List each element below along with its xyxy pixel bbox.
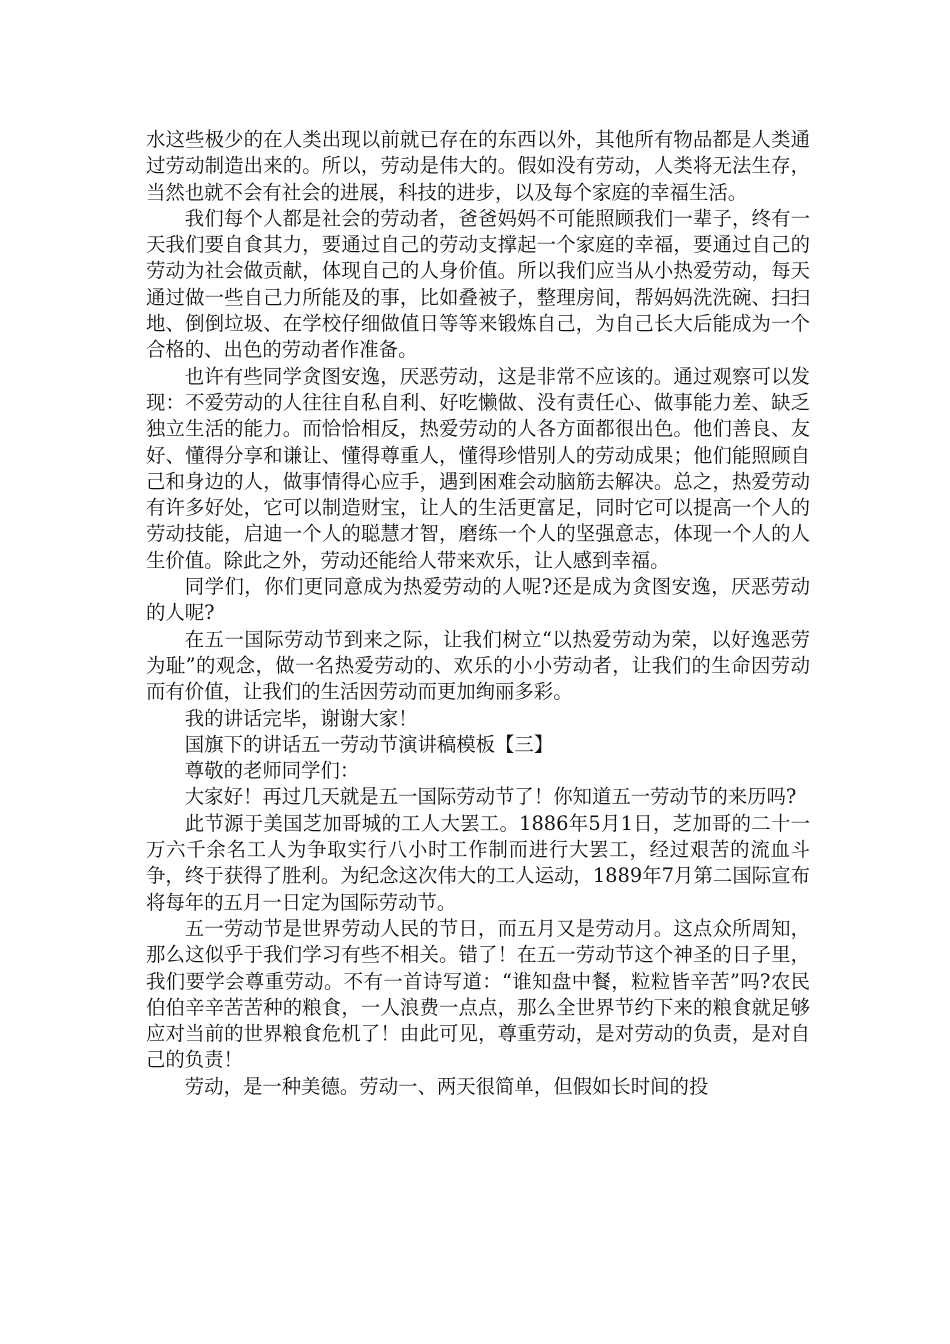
paragraph: 劳动，是一种美德。劳动一、两天很简单，但假如长时间的投	[184, 1074, 709, 1098]
paragraph: 大家好！再过几天就是五一国际劳动节了！你知道五一劳动节的来历吗?	[184, 785, 797, 809]
paragraph: 同学们，你们更同意成为热爱劳动的人呢?还是成为贪图安逸，厌恶劳动的人呢?	[146, 575, 810, 625]
paragraph: 在五一国际劳动节到来之际，让我们树立“以热爱劳动为荣，以好逸恶劳为耻”的观念，做一名热爱劳动的、欢乐的小小劳动者，让我们的生命因劳动而有价值，让我们的生活因劳动而更加绚丽多彩。	[146, 627, 810, 704]
paragraph: 五一劳动节是世界劳动人民的节日，而五月又是劳动月。这点众所周知，那么这似乎于我们学习有些不相关。错了！在五一劳动节这个神圣的日子里，我们要学会尊重劳动。不有一首诗写道：“谁知盘中餐，粒粒皆辛苦”吗?农民伯伯辛辛苦苦种的粮食，一人浪费一点点，那么全世界节约下来的粮食就足够应对当前的世界粮食危机了！由此可见，尊重劳动，是对劳动的负责，是对自己的负责！	[146, 916, 810, 1072]
paragraph: 也许有些同学贪图安逸，厌恶劳动，这是非常不应该的。通过观察可以发现：不爱劳动的人往往自私自利、好吃懒做、没有责任心、做事能力差、缺乏独立生活的能力。而恰恰相反，热爱劳动的人各方面都很出色。他们善良、友好、懂得分享和谦让、懂得尊重人，懂得珍惜别人的劳动成果；他们能照顾自己和身边的人，做事情得心应手，遇到困难会动脑筋去解决。总之，热爱劳动有许多好处，它可以制造财宝，让人的生活更富足，同时它可以提高一个人的劳动技能，启迪一个人的聪慧才智，磨练一个人的坚强意志，体现一个人的人生价值。除此之外，劳动还能给人带来欢乐，让人感到幸福。	[146, 364, 810, 572]
paragraph: 水这些极少的在人类出现以前就已存在的东西以外，其他所有物品都是人类通过劳动制造出来的。所以，劳动是伟大的。假如没有劳动，人类将无法生存，当然也就不会有社会的进展，科技的进步，以及每个家庭的幸福生活。	[146, 128, 810, 204]
paragraph: 我的讲话完毕，谢谢大家！	[184, 706, 418, 730]
salutation: 尊敬的老师同学们：	[184, 759, 360, 783]
section-heading: 国旗下的讲话五一劳动节演讲稿模板【三】	[184, 732, 554, 756]
body-text	[146, 127, 810, 1100]
paragraph: 此节源于美国芝加哥城的工人大罢工。1886年5月1日，芝加哥的二十一万六千余名工人为争取实行八小时工作制而进行大罢工，经过艰苦的流血斗争，终于获得了胜利。为纪念这次伟大的工人运动，1889年7月第二国际宣布将每年的五月一日定为国际劳动节。	[146, 811, 810, 914]
paragraph: 我们每个人都是社会的劳动者，爸爸妈妈不可能照顾我们一辈子，终有一天我们要自食其力，要通过自己的劳动支撑起一个家庭的幸福，要通过自己的劳动为社会做贡献，体现自己的人身价值。所以我们应当从小热爱劳动，每天通过做一些自己力所能及的事，比如叠被子，整理房间，帮妈妈洗洗碗、扫扫地、倒倒垃圾、在学校仔细做值日等等来锻炼自己，为自己长大后能成为一个合格的、出色的劳动者作准备。	[146, 206, 810, 362]
